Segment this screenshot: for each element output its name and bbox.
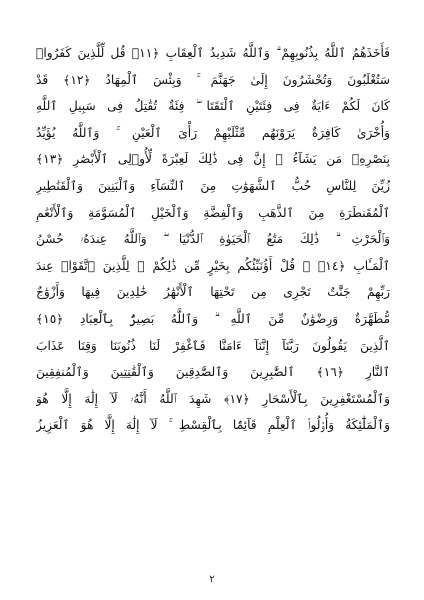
- text-line-15: وَٱلْمَلَٰٓئِكَةُ وَأُو۟لُوا۟ ٱلْعِلْمِ قَآئِمًۢا بِٱلْقِسْطِ ۚ لَآ إِلَٰهَ إِلَّا هُوَ ٱلْعَزِيزُ: [36, 418, 390, 433]
- text-line-2: سَتُغْلَبُونَ وَتُحْشَرُونَ إِلَىٰ جَهَنَّمَ ۚ وَبِئْسَ ٱلْمِهَادُ ﴿١٢﴾ قَدْ: [36, 72, 390, 87]
- text-line-9: ٱلْمَـَٔابِ ﴿١٤﴾ ۞ قُلْ أَؤُنَبِّئُكُم بِخَيْرٍ مِّن ذَٰلِكُمْ ۚ لِلَّذِينَ ٱتَّقَوْا۟ عِندَ: [36, 258, 390, 273]
- text-line-6: زُيِّنَ لِلنَّاسِ حُبُّ ٱلشَّهَوَٰتِ مِنَ ٱلنِّسَآءِ وَٱلْبَنِينَ وَٱلْقَنَٰطِيرِ: [36, 178, 390, 193]
- text-line-8: وَٱلْحَرْثِ ۗ ذَٰلِكَ مَتَٰعُ ٱلْحَيَوٰةِ ٱلدُّنْيَا ۖ وَٱللَّهُ عِندَهُۥ حُسْنُ: [36, 232, 390, 247]
- text-line-1: فَأَخَذَهُمُ ٱللَّهُ بِذُنُوبِهِمْ ۗ وَٱللَّهُ شَدِيدُ ٱلْعِقَابِ ﴿١١﴾ قُل لِّلَّذِينَ كَفَرُوا۟: [36, 46, 390, 60]
- text-line-10: رَبِّهِمْ جَنَّٰتٌ تَجْرِى مِن تَحْتِهَا ٱلْأَنْهَٰرُ خَٰلِدِينَ فِيهَا وَأَزْوَٰجٌ: [36, 285, 390, 300]
- text-line-5: بِنَصْرِهِۦ مَن يَشَآءُ ۗ إِنَّ فِى ذَٰلِكَ لَعِبْرَةً لِّأُو۟لِى ٱلْأَبْصَٰرِ ﴿١٣﴾: [36, 152, 390, 167]
- text-line-14: وَٱلْمُسْتَغْفِرِينَ بِٱلْأَسْحَارِ ﴿١٧﴾ شَهِدَ ٱللَّهُ أَنَّهُۥ لَآ إِلَٰهَ إِلَّا هُوَ: [36, 391, 390, 406]
- text-line-12: ٱلَّذِينَ يَقُولُونَ رَبَّنَآ إِنَّنَآ ءَامَنَّا فَٱغْفِرْ لَنَا ذُنُوبَنَا وَقِنَا عَذَابَ: [36, 338, 390, 353]
- quran-text-block: [36, 40, 390, 439]
- text-line-13: ٱلنَّارِ ﴿١٦﴾ ٱلصَّٰبِرِينَ وَٱلصَّٰدِقِينَ وَٱلْقَٰنِتِينَ وَٱلْمُنفِقِينَ: [36, 365, 390, 380]
- text-line-4: وَأُخْرَىٰ كَافِرَةٌ يَرَوْنَهُم مِّثْلَيْهِمْ رَأْىَ ٱلْعَيْنِ ۚ وَٱللَّهُ يُؤَيِّدُ: [36, 125, 390, 140]
- text-line-3: كَانَ لَكُمْ ءَايَةٌ فِى فِئَتَيْنِ ٱلْتَقَتَا ۖ فِئَةٌ تُقَٰتِلُ فِى سَبِيلِ ٱللَّهِ: [36, 99, 390, 114]
- page-number: ٢: [209, 574, 215, 585]
- text-line-11: مُّطَهَّرَةٌ وَرِضْوَٰنٌ مِّنَ ٱللَّهِ ۗ وَٱللَّهُ بَصِيرٌۢ بِٱلْعِبَادِ ﴿١٥﴾: [36, 311, 390, 326]
- text-line-7: ٱلْمُقَنطَرَةِ مِنَ ٱلذَّهَبِ وَٱلْفِضَّةِ وَٱلْخَيْلِ ٱلْمُسَوَّمَةِ وَٱلْأَنْعَٰمِ: [36, 205, 390, 220]
